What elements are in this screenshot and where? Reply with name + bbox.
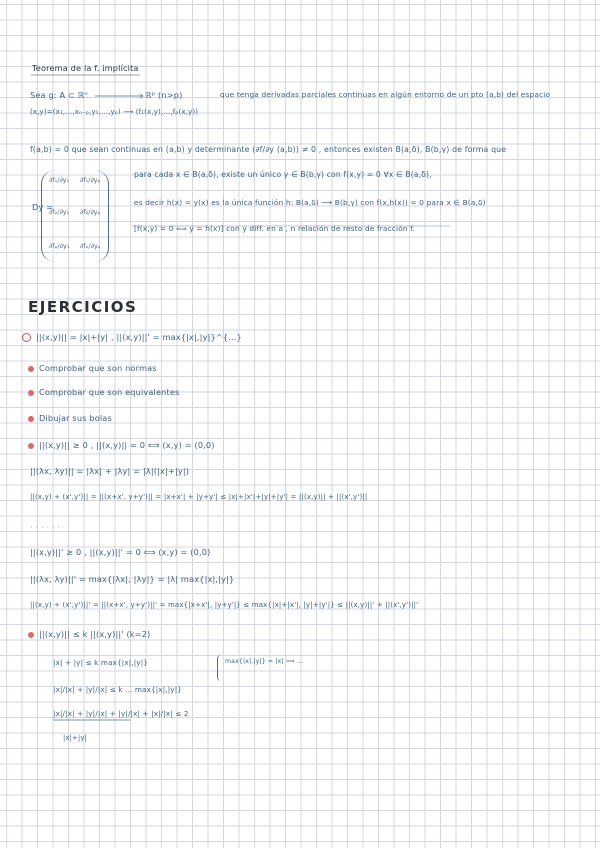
exercise-1-text: ||(x,y)|| = |x|+|y| , ||(x,y)||' = max{|x|,|y|}^{...} bbox=[36, 332, 242, 342]
part-c-line-2: |x| + |y| ≤ k max{|x|,|y|} bbox=[53, 658, 149, 667]
part-c-line-4: |x|/|x| + |y|/|x| + |y|/|x| + |x|/|x| ≤ 2 bbox=[53, 709, 189, 718]
def-left: Sea g: A ⊂ ℝⁿ bbox=[30, 90, 88, 100]
exercise-1 bbox=[22, 333, 242, 342]
jacobian-entry: ∂f₁/∂yₚ bbox=[80, 176, 101, 184]
theorem-line-4: [f(x,y) = 0 ⟺ y = h(x)] con y diff. en a , n relación de resto de fracción f. bbox=[134, 224, 415, 233]
part-c-line-5: |x|+|y| bbox=[63, 734, 87, 742]
part-b-line-2: ||(λx, λy)||' = max{|λx|, |λy|} = |λ| max{|x|,|y|} bbox=[30, 574, 235, 584]
part-c-line-1-text: ||(x,y)|| ≤ k ||(x,y)||' (k=2) bbox=[39, 629, 151, 639]
exercises-title: EJERCICIOS bbox=[28, 298, 138, 316]
jacobian-entry: ∂f₁/∂y₁ bbox=[49, 176, 70, 184]
theorem-line-1: f(a,b) = 0 que sean continuas en (a,b) y determinante (∂f/∂y (a,b)) ≠ 0 , entonces existen B(a,δ), B(b,γ) de forma que bbox=[30, 145, 507, 154]
bullet-dot bbox=[28, 390, 34, 396]
part-b-line-1: ||(x,y)||' ≥ 0 , ||(x,y)||' = 0 ⟺ (x,y) = (0,0) bbox=[30, 547, 211, 557]
part-b-line-3: ||(x,y) + (x',y')||' = ||(x+x', y+y')||' = max{|x+x'|, |y+y'|} ≤ max{|x|+|x'|, |y|+|y'|} ≤ ||(x,y)||' + ||(x',y')||' bbox=[30, 601, 419, 609]
part-c-note: max{|x|,|y|} = |x| ⟹ ... bbox=[225, 658, 304, 665]
def-right: que tenga derivadas parciales continuas en algún entorno de un pto (a,b) del espacio bbox=[220, 90, 551, 99]
task-3 bbox=[28, 414, 112, 422]
task-1-text: Comprobar que son normas bbox=[39, 363, 157, 373]
case-brace bbox=[217, 655, 224, 681]
jacobian-entry: ∂fₚ/∂yₚ bbox=[80, 242, 101, 250]
task-2 bbox=[28, 388, 179, 396]
dy-label: Dy = bbox=[32, 202, 54, 212]
jacobian-entry: ∂f₂/∂yₚ bbox=[80, 208, 101, 216]
part-c-line-3: |x|/|x| + |y|/|x| ≤ k ... max{|x|,|y|} bbox=[53, 685, 182, 694]
jacobian-entry: ∂f₂/∂y₁ bbox=[49, 208, 70, 216]
bullet-dot bbox=[28, 366, 34, 372]
task-3-text: Dibujar sus bolas bbox=[39, 413, 112, 423]
def-map: (x,y)=(x₁,...,xₙ₋ₚ,y₁,...,yₚ) ⟶ (f₁(x,y),...,fₚ(x,y)) bbox=[30, 108, 199, 116]
part-a-line-1 bbox=[28, 441, 215, 449]
theorem-line-2: para cada x ∈ B(a,δ), existe un único y ∈ B(b,γ) con f(x,y) = 0 ∀x ∈ B(a,δ), bbox=[134, 170, 432, 179]
part-a-line-3: ||(x,y) + (x',y')|| = ||(x+x', y+y')|| = |x+x'| + |y+y'| ≤ |x|+|x'|+|y|+|y'| = ||(x,y)|| + ||(x',y')|| bbox=[30, 493, 368, 501]
task-1 bbox=[28, 364, 157, 372]
theorem-line-3: es decir h(x) = y(x) es la única función h: B(a,δ) ⟶ B(b,γ) con f(x,h(x)) = 0 para x ∈ B(a,δ) bbox=[134, 198, 486, 207]
part-c-line-1 bbox=[28, 630, 150, 638]
part-a-line-1-text: ||(x,y)|| ≥ 0 , ||(x,y)|| = 0 ⟺ (x,y) = (0,0) bbox=[39, 440, 215, 450]
jacobian-matrix bbox=[41, 170, 109, 262]
part-a-line-2: ||(λx, λy)|| = |λx| + |λy| = |λ|(|x|+|y|) bbox=[30, 466, 190, 476]
number-marker bbox=[22, 333, 31, 342]
separator-dots: · · · · · · bbox=[30, 522, 61, 532]
theorem-title: Teorema de la f. implícita bbox=[32, 63, 139, 73]
jacobian-entry: ∂fₚ/∂y₁ bbox=[49, 242, 70, 250]
bullet-dot bbox=[28, 443, 34, 449]
def-arrow-text: ℝᵖ (n>p) bbox=[145, 90, 183, 100]
bullet-dot bbox=[28, 416, 34, 422]
task-2-text: Comprobar que son equivalentes bbox=[39, 387, 180, 397]
bullet-dot bbox=[28, 632, 34, 638]
